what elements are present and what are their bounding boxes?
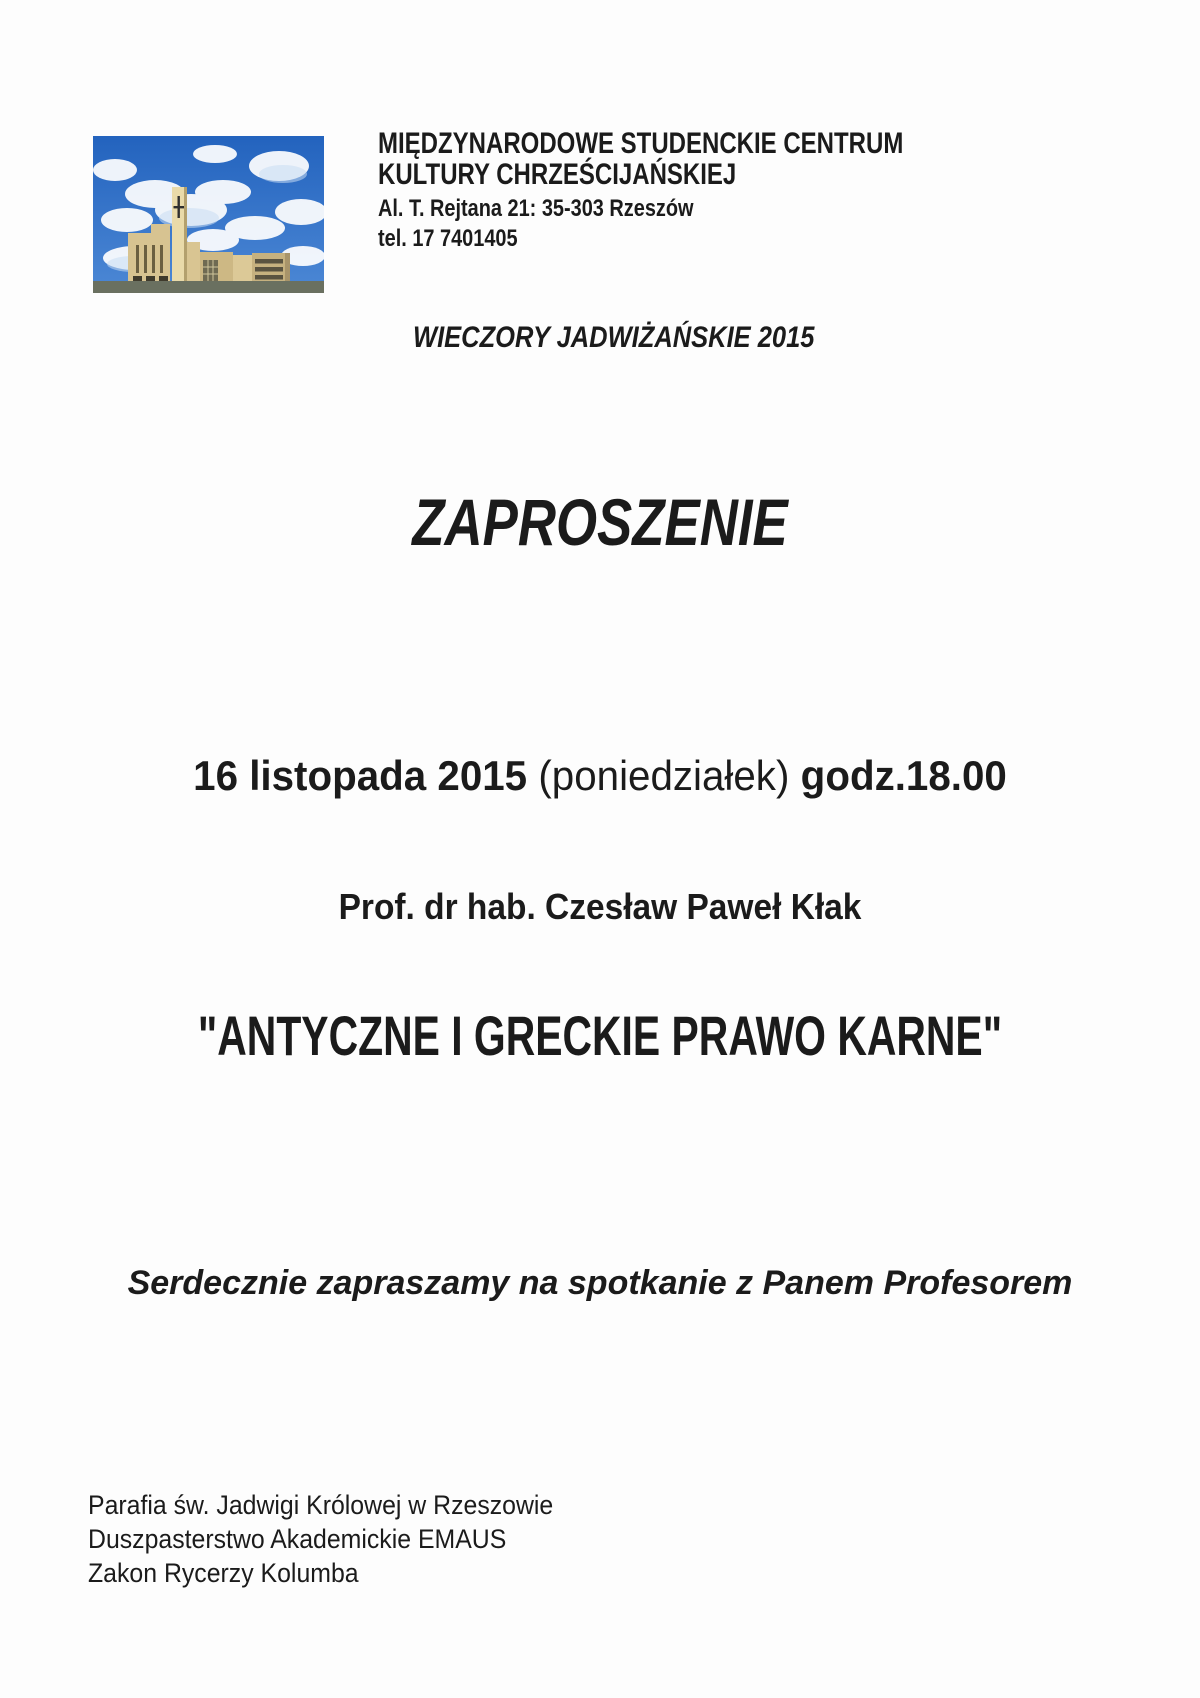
logo-ground	[93, 281, 324, 293]
event-date: 16 listopada 2015	[193, 752, 528, 799]
org-address: Al. T. Rejtana 21: 35-303 Rzeszów	[378, 195, 694, 222]
lecture-title: "ANTYCZNE I GRECKIE PRAWO KARNE"	[197, 1004, 1003, 1067]
organizer-item: Parafia św. Jadwigi Królowej w Rzeszowie	[88, 1490, 554, 1520]
event-time: godz.18.00	[800, 752, 1007, 799]
closing-line: Serdecznie zapraszamy na spotkanie z Panem Profesorem	[127, 1264, 1073, 1302]
speaker-name: Prof. dr hab. Czesław Paweł Kłak	[338, 886, 862, 927]
organizers-list	[88, 1488, 553, 1590]
organizer-item: Duszpasterstwo Akademickie EMAUS	[88, 1524, 507, 1554]
org-name-line1: MIĘDZYNARODOWE STUDENCKIE CENTRUM	[378, 127, 904, 160]
org-phone: tel. 17 7401405	[378, 225, 518, 252]
invitation-heading: ZAPROSZENIE	[412, 485, 788, 559]
series-title: WIECZORY JADWIŻAŃSKIE 2015	[413, 321, 815, 354]
organizer-item: Zakon Rycerzy Kolumba	[88, 1558, 359, 1588]
org-name-line2: KULTURY CHRZEŚCIJAŃSKIEJ	[378, 158, 737, 191]
event-date-line	[24, 752, 1176, 799]
event-weekday: (poniedziałek)	[538, 752, 790, 799]
church-logo-icon	[93, 136, 324, 293]
